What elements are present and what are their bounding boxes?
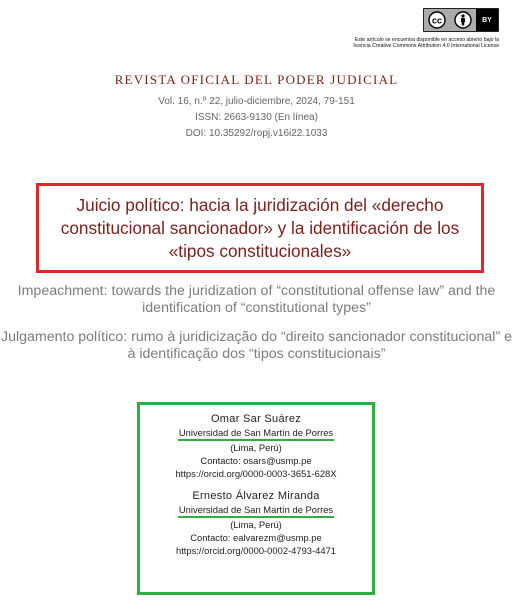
authors-box: [137, 402, 375, 595]
journal-title: REVISTA OFICIAL DEL PODER JUDICIAL: [114, 72, 399, 87]
author-orcid[interactable]: https://orcid.org/0000-0003-3651-628X: [175, 468, 337, 479]
cc-by-license-badge[interactable]: [423, 8, 499, 32]
article-title-pt: Julgamento político: rumo à juridicização do “direito sancionador constitucional” e à identificação dos “tipos constitucionais”: [0, 329, 513, 362]
by-icon: [450, 9, 476, 31]
journal-doi[interactable]: DOI: 10.35292/ropj.v16i22.1033: [185, 128, 328, 139]
cc-icon: [424, 9, 450, 31]
article-title-en: Impeachment: towards the juridization of “constitutional offense law” and the identification of “constitutional types”: [17, 283, 496, 316]
license-text: Este artículo se encuentra disponible en acceso abierto bajo la licencia Creative Commons Attribution 4.0 International License: [353, 37, 499, 50]
author-affiliation[interactable]: Universidad de San Martín de Porres: [178, 427, 334, 441]
author-location: (Lima, Perú): [230, 519, 282, 530]
author-orcid[interactable]: https://orcid.org/0000-0002-4793-4471: [175, 545, 336, 556]
author-block: [140, 412, 372, 480]
author-name: Ernesto Álvarez Miranda: [192, 490, 320, 502]
license-block: [349, 8, 499, 49]
svg-text:cc: cc: [431, 15, 443, 26]
journal-issn: ISSN: 2663-9130 (En línea): [195, 112, 318, 123]
author-contact[interactable]: Contacto: osars@usmp.pe: [200, 455, 312, 466]
article-title-es: Juicio político: hacia la juridización del «derecho constitucional sancionador» y la identificación de los «tipos constitucionales»: [60, 194, 460, 261]
author-affiliation[interactable]: Universidad de San Martín de Porres: [178, 504, 334, 518]
journal-meta: [0, 94, 513, 142]
article-title-box: [36, 183, 484, 273]
author-block: [140, 489, 372, 557]
journal-volume: Vol. 16, n.º 22, julio-diciembre, 2024, 79-151: [158, 96, 355, 107]
author-contact[interactable]: Contacto: ealvarezm@usmp.pe: [190, 532, 322, 543]
by-label: BY: [476, 9, 498, 31]
author-location: (Lima, Perú): [230, 442, 282, 453]
author-name: Omar Sar Suárez: [210, 413, 302, 425]
